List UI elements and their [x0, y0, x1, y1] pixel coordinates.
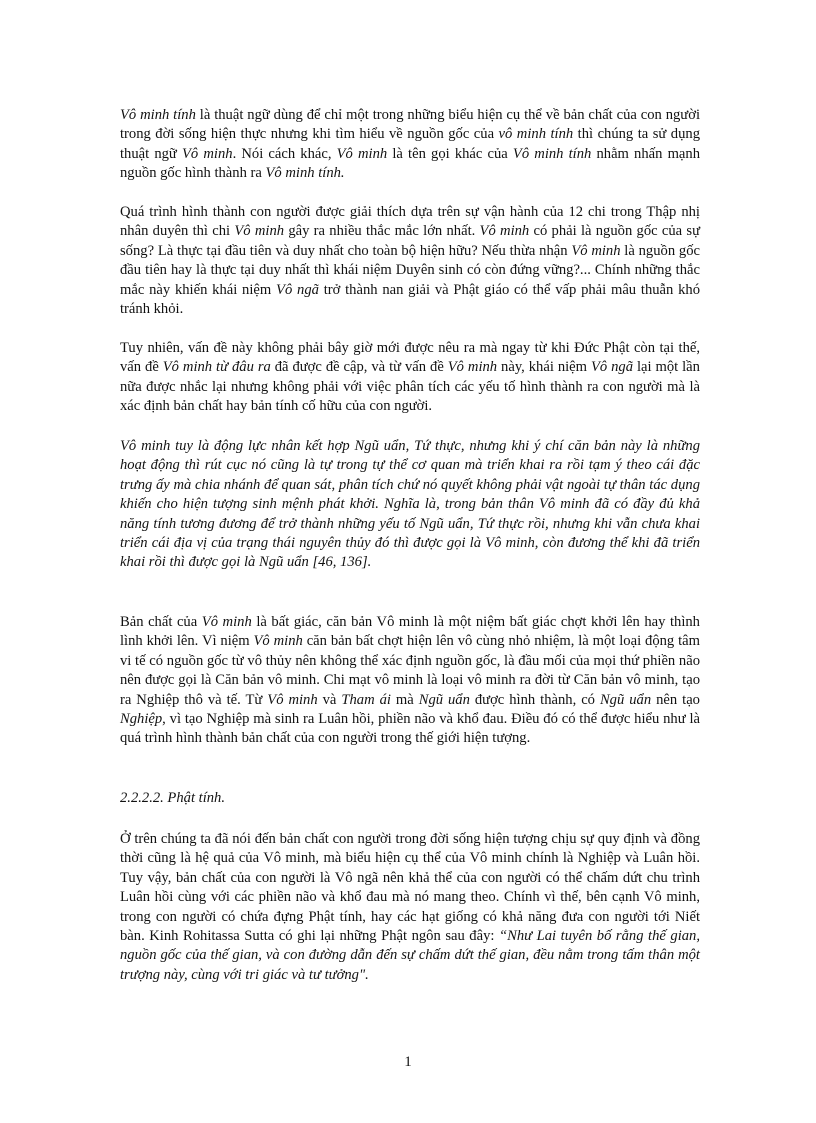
text-run: Tuy nhiên, vấn đề này không phải bây giờ mới được nêu ra mà ngay từ khi Đức Phật còn tại thế, vấn đề	[120, 340, 700, 376]
italic-term: Vô minh tính.	[265, 165, 345, 182]
text-run: thì chúng ta sử dụng thuật ngữ	[120, 126, 700, 162]
text-run: Quá trình hình thành con người được giải thích dựa trên sự vận hành của 12 chi trong Thập nhị nhân duyên thì chi	[120, 204, 700, 240]
italic-term: Vô minh	[234, 223, 285, 240]
italic-term: Vô minh	[182, 145, 233, 162]
italic-term: Vô minh	[267, 691, 318, 708]
italic-term: Nghiệp	[120, 711, 163, 728]
italic-term: “Như Lai tuyên bố rằng thế gian, nguồn gốc của thế gian, và con đường dẫn đến sự chấm dứt thế gian, đều nằm trong tấm thân một trượng này, cùng với tri giác và tư tưởng".	[120, 928, 700, 983]
text-run: lại một lần nữa được nhắc lại nhưng không phải với việc phân tích các yếu tố hình thành ra con người mà là xác định bản chất hay bản tính cố hữu của con người.	[120, 359, 700, 415]
text-run: được hình thành, có	[469, 691, 600, 708]
text-run: trở thành nan giải và Phật giáo có thể vấp phải mâu thuẫn khó tránh khỏi.	[120, 281, 700, 318]
italic-term: Vô minh tính	[120, 107, 196, 123]
text-run: căn bản bất chợt hiện lên vô cùng nhỏ nhiệm, là một loại động tâm vi tế có nguồn gốc từ vô thủy nên không thể xác định nguồn gốc, là đầu mối của mọi thứ phiền não nên được gọi là Căn bản vô minh. Chi mạt vô minh là loại vô minh ra đời từ Căn bản vô minh, tạo ra Nghiệp thô và tế. Từ	[120, 633, 700, 708]
text-run: và	[317, 691, 342, 708]
text-run: nên tạo	[651, 691, 700, 708]
italic-term: Vô ngã	[590, 359, 633, 376]
text-run: này, khái niệm	[497, 359, 591, 376]
text-run: gây ra nhiều thắc mắc lớn nhất.	[284, 223, 480, 240]
text-run: mà	[390, 691, 419, 708]
text-run: nhằm nhấn mạnh nguồn gốc hình thành ra	[120, 145, 700, 182]
italic-term: Ngũ uẩn	[599, 691, 652, 708]
italic-term: Vô minh	[447, 359, 498, 376]
italic-term: Tham ái	[341, 691, 391, 708]
italic-term: Vô minh	[571, 242, 621, 259]
page-number: 1	[404, 1054, 412, 1070]
italic-term: Vô minh tuy là động lực nhân kết hợp Ngũ uẩn, Tứ thực, nhưng khi ý chí căn bản này là những hoạt động thì rút cục nó cũng là tự trong tự thể cơ quan mà triển khai ra rồi tạm ý theo cái đặc trưng ấy mà chia nhánh để quan sát, phân tích chứ nó quyết không phải vật ngoài tự thân tác dụng khiến cho hiện tượng sinh mệnh phát khởi. Nghĩa là, trong bản thân Vô minh đã có đầy đủ khả năng tính tương đương để trở thành những yếu tố Ngũ uẩn, Tứ thực rồi, nhưng khi vẫn chưa khai triển cái địa vị của trạng thái nguyên thủy đó thì được gọi là Vô minh, còn đương thể khi đã triển khai rồi thì được gọi là Ngũ uẩn	[120, 438, 700, 571]
paragraph-5	[120, 613, 700, 749]
paragraph-3	[120, 339, 700, 417]
text-run: là bất giác, căn bản Vô minh là một niệm bất giác chợt khởi lên hay thình lình khởi lên. Vì niệm	[120, 614, 700, 650]
italic-term: Vô minh	[253, 633, 303, 650]
paragraph-1	[120, 106, 700, 184]
italic-term: Vô minh từ đâu ra	[162, 359, 271, 376]
text-run: là tên gọi khác của	[387, 145, 513, 162]
italic-term: Vô minh tính	[512, 145, 592, 162]
text-run: Ở trên chúng ta đã nói đến bản chất con người trong đời sống hiện tượng chịu sự quy định và đồng thời cũng là hệ quả của Vô minh, mà biểu hiện cụ thể của Vô minh chính là Nghiệp và Luân hồi. Tuy vậy, bản chất của con người là Vô ngã nên khả thể của con người có thể chấm dứt chu trình Luân hồi cùng với các phiền não và khổ đau mà nó mang theo. Chính vì thế, bên cạnh Vô minh, trong con người có chứa đựng Phật tính, hay các hạt giống có khả năng đưa con người tới Niết bàn. Kinh Rohitassa Sutta có ghi lại những Phật ngôn sau đây:	[120, 831, 700, 945]
italic-term: Ngũ uẩn	[418, 691, 470, 708]
italic-term: vô minh tính	[498, 126, 574, 143]
italic-term: Vô minh	[201, 614, 252, 630]
text-run: là thuật ngữ dùng để chỉ một trong những biểu hiện cụ thể về bản chất của con người trong đời sống hiện thực nhưng khi tìm hiểu về nguồn gốc của	[120, 107, 700, 143]
text-run: [46, 136].	[308, 554, 372, 571]
italic-term: Vô ngã	[276, 281, 319, 298]
section-heading: 2.2.2.2. Phật tính.	[120, 790, 225, 806]
text-run: đã được đề cập, và từ vấn đề	[270, 359, 448, 376]
italic-term: Vô minh	[479, 223, 530, 240]
paragraph-6	[120, 830, 700, 985]
text-run: có phải là nguồn gốc của sự sống? Là thực tại đầu tiên và duy nhất cho toàn bộ hiện hữu? Nếu thừa nhận	[120, 223, 700, 259]
text-run: . Nói cách khác,	[232, 145, 337, 162]
text-run: , vì tạo Nghiệp mà sinh ra Luân hồi, phiền não và khổ đau. Điều đó có thể được hiểu như là quá trình hình thành bản chất của con người trong thế giới hiện tượng.	[120, 711, 700, 747]
text-run: là nguồn gốc đầu tiên hay là thực tại duy nhất thì khái niệm Duyên sinh có còn đứng vững?... Chính những thắc mắc này khiến khái niệm	[120, 242, 700, 298]
paragraph-2	[120, 203, 700, 319]
paragraph-4-quote	[120, 437, 700, 573]
text-run: Bản chất của	[120, 614, 202, 630]
italic-term: Vô minh	[336, 145, 388, 162]
